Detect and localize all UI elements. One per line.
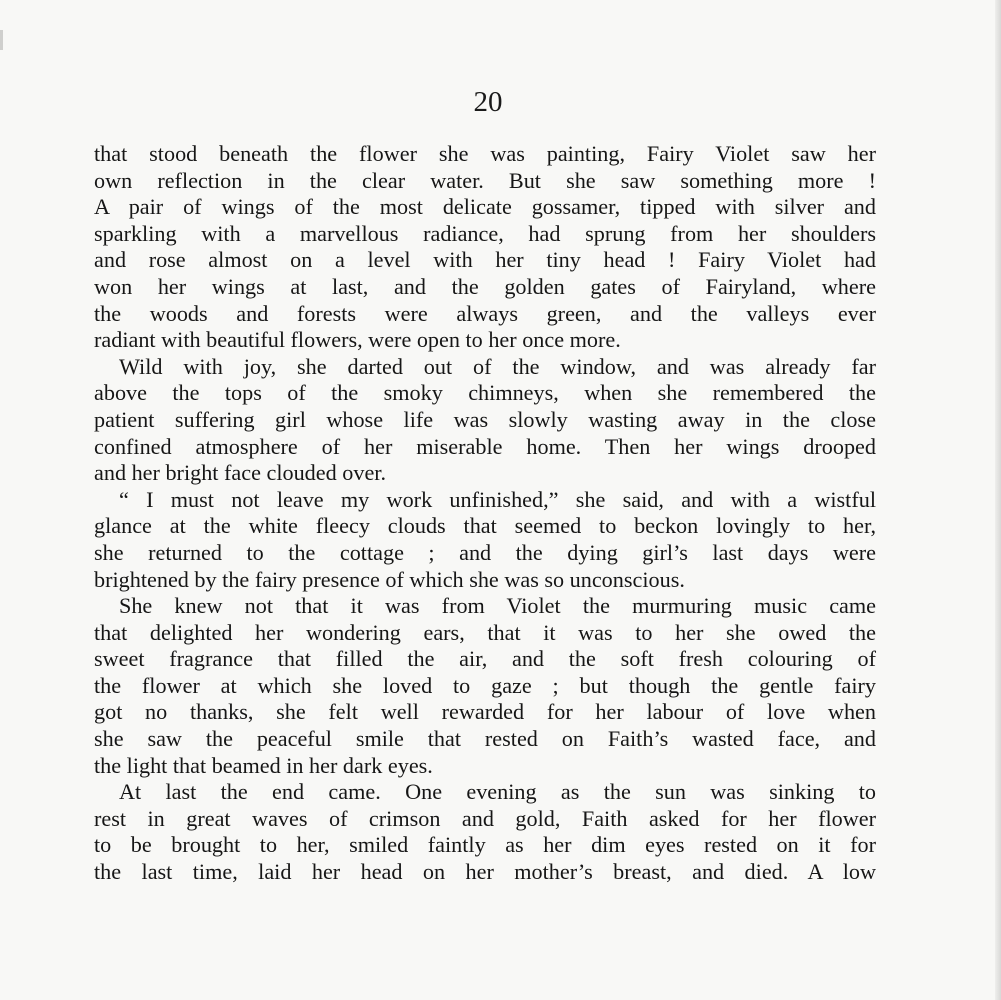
- text-line: she returned to the cottage ; and the dying girl’s last days were: [94, 539, 876, 565]
- page-binding-edge: [995, 0, 1001, 1000]
- page-edge-mark: [0, 30, 3, 50]
- paragraph: [94, 354, 876, 487]
- paragraph: [94, 593, 876, 779]
- text-line: radiant with beautiful flowers, were open to her once more.: [94, 327, 621, 353]
- text-line: that stood beneath the flower she was painting, Fairy Violet saw her: [94, 141, 876, 166]
- text-line: that delighted her wondering ears, that it was to her she owed the: [94, 619, 876, 645]
- text-line: got no thanks, she felt well rewarded for her labour of love when: [94, 699, 876, 725]
- text-line: A pair of wings of the most delicate gossamer, tipped with silver and: [94, 194, 876, 220]
- text-line: patient suffering girl whose life was slowly wasting away in the close: [94, 406, 876, 432]
- text-line: confined atmosphere of her miserable home. Then her wings drooped: [94, 433, 876, 459]
- text-line: At last the end came. One evening as the sun was sinking to: [119, 779, 876, 805]
- text-line: to be brought to her, smiled faintly as her dim eyes rested on it for: [94, 832, 876, 858]
- text-line: “ I must not leave my work unfinished,” she said, and with a wistful: [119, 486, 876, 512]
- text-line: the light that beamed in her dark eyes.: [94, 752, 433, 778]
- text-line: she saw the peaceful smile that rested on Faith’s wasted face, and: [94, 726, 876, 752]
- text-line: the woods and forests were always green, and the valleys ever: [94, 300, 876, 326]
- paragraph: [94, 779, 876, 885]
- text-line: above the tops of the smoky chimneys, when she remembered the: [94, 380, 876, 406]
- text-line: Wild with joy, she darted out of the window, and was already far: [119, 353, 876, 379]
- text-line: rest in great waves of crimson and gold, Faith asked for her flower: [94, 805, 876, 831]
- text-line: She knew not that it was from Violet the murmuring music came: [119, 593, 876, 619]
- paragraph: [94, 487, 876, 593]
- text-line: the flower at which she loved to gaze ; but though the gentle fairy: [94, 672, 876, 698]
- page-number: 20: [473, 86, 503, 118]
- text-line: own reflection in the clear water. But she saw something more !: [94, 167, 876, 193]
- text-line: and her bright face clouded over.: [94, 460, 387, 486]
- text-line: the last time, laid her head on her mother’s breast, and died. A low: [94, 859, 876, 885]
- text-line: brightened by the fairy presence of which she was so unconscious.: [94, 566, 685, 592]
- text-line: sparkling with a marvellous radiance, had sprung from her shoulders: [94, 220, 876, 246]
- text-line: and rose almost on a level with her tiny head ! Fairy Violet had: [94, 247, 876, 273]
- body-text: [94, 141, 876, 886]
- text-line: glance at the white fleecy clouds that seemed to beckon lovingly to her,: [94, 513, 876, 539]
- paragraph: [94, 141, 876, 354]
- text-line: won her wings at last, and the golden gates of Fairyland, where: [94, 273, 876, 299]
- text-line: sweet fragrance that filled the air, and the soft fresh colouring of: [94, 646, 876, 672]
